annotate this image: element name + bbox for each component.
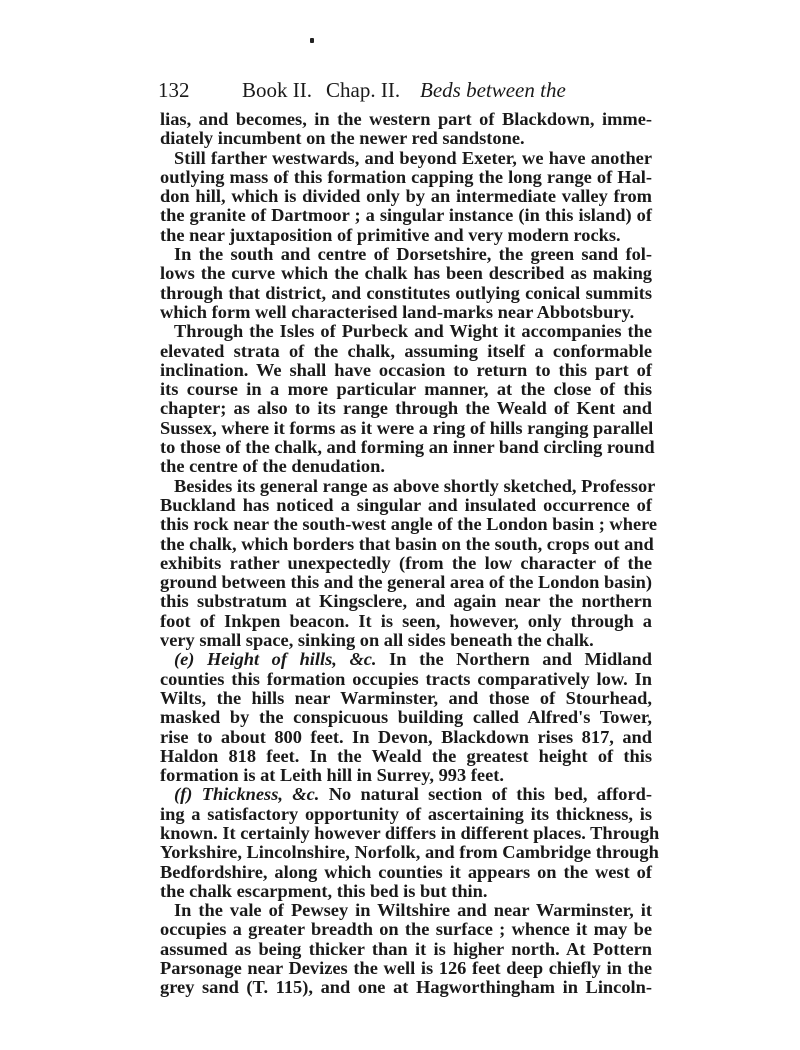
ink-speck <box>310 38 314 43</box>
text-line: ground between this and the general area of the London basin) <box>160 572 652 593</box>
text-line: In the south and centre of Dorsetshire, the green sand fol- <box>174 244 652 265</box>
text-line: Besides its general range as above shortly sketched, Professor <box>174 475 656 496</box>
page-number: 132 <box>158 78 190 102</box>
chapter-label: Chap. II. <box>326 78 401 102</box>
text-line: diately incumbent on the newer red sandstone. <box>160 128 525 149</box>
text-line: Bedfordshire, along which counties it appears on the west of <box>160 861 652 882</box>
text-line: grey sand (T. 115), and one at Hagworthingham in Lincoln- <box>160 977 652 998</box>
text-line: chapter; as also to its range through the Weald of Kent and <box>160 398 652 419</box>
text-line: the granite of Dartmoor ; a singular instance (in this island) of <box>160 205 652 226</box>
text-line: Still farther westwards, and beyond Exeter, we have another <box>174 147 652 168</box>
text-line: the near juxtaposition of primitive and very modern rocks. <box>160 224 621 245</box>
text-line <box>160 785 652 804</box>
text-line: the chalk, which borders that basin on the south, crops out and <box>160 533 654 554</box>
text-line: which form well characterised land-marks near Abbotsbury. <box>160 301 635 322</box>
text-line <box>160 650 652 669</box>
section-heading-e: (e) Height of hills, &c. <box>174 649 377 670</box>
text-line: the chalk escarpment, this bed is but thin. <box>160 880 488 901</box>
text-line: elevated strata of the chalk, assuming itself a conformable <box>160 340 652 361</box>
text-line: Through the Isles of Purbeck and Wight it accompanies the <box>174 321 652 342</box>
text-line: Buckland has noticed a singular and insulated occurrence of <box>160 494 652 515</box>
running-title: Beds between the <box>420 78 566 102</box>
text-line: known. It certainly however differs in different places. Through <box>160 822 660 843</box>
text-line: inclination. We shall have occasion to return to this part of <box>160 359 652 380</box>
text-line: masked by the conspicuous building called Alfred's Tower, <box>160 707 652 728</box>
text-line: Haldon 818 feet. In the Weald the greatest height of this <box>160 745 652 766</box>
running-header <box>158 77 658 103</box>
text-line: formation is at Leith hill in Surrey, 993 feet. <box>160 765 504 786</box>
text-line: to those of the chalk, and forming an inner band circling round <box>160 437 655 458</box>
text-line: Wilts, the hills near Warminster, and those of Stourhead, <box>160 687 652 708</box>
book-label: Book II. <box>242 78 312 102</box>
text-line: through that district, and constitutes outlying conical summits <box>160 282 652 303</box>
text-line: assumed as being thicker than it is higher north. At Pottern <box>160 938 652 959</box>
section-heading-f: (f) Thickness, &c. <box>174 784 320 805</box>
text-line: exhibits rather unexpectedly (from the low character of the <box>160 552 652 573</box>
text-line: very small space, sinking on all sides beneath the chalk. <box>160 630 594 651</box>
text-line: Parsonage near Devizes the well is 126 feet deep chiefly in the <box>160 958 652 979</box>
text-line: ing a satisfactory opportunity of ascertaining its thickness, is <box>160 803 652 824</box>
text-line: In the vale of Pewsey in Wiltshire and near Warminster, it <box>174 900 652 921</box>
text-line: the centre of the denudation. <box>160 456 385 477</box>
text-line: this substratum at Kingsclere, and again near the northern <box>160 591 652 612</box>
text-line-run: No natural section of this bed, afford- <box>328 784 652 805</box>
text-line: outlying mass of this formation capping the long range of Hal- <box>160 166 652 187</box>
text-line: lias, and becomes, in the western part of Blackdown, imme- <box>160 109 652 129</box>
text-line: rise to about 800 feet. In Devon, Blackdown rises 817, and <box>160 726 652 747</box>
text-line: occupies a greater breadth on the surface ; whence it may be <box>160 919 652 940</box>
text-line: don hill, which is divided only by an intermediate valley from <box>160 186 652 207</box>
text-line: Yorkshire, Lincolnshire, Norfolk, and from Cambridge through <box>160 842 659 863</box>
text-line: lows the curve which the chalk has been described as making <box>160 263 652 284</box>
text-line: counties this formation occupies tracts comparatively low. In <box>160 668 652 689</box>
text-line: Sussex, where it forms as it were a ring of hills ranging parallel <box>160 417 654 438</box>
body-text <box>160 109 660 998</box>
text-line: foot of Inkpen beacon. It is seen, however, only through a <box>160 610 652 631</box>
text-line: this rock near the south-west angle of the London basin ; where <box>160 514 658 535</box>
text-line: its course in a more particular manner, at the close of this <box>160 379 652 400</box>
text-line-run: In the Northern and Midland <box>389 649 652 670</box>
